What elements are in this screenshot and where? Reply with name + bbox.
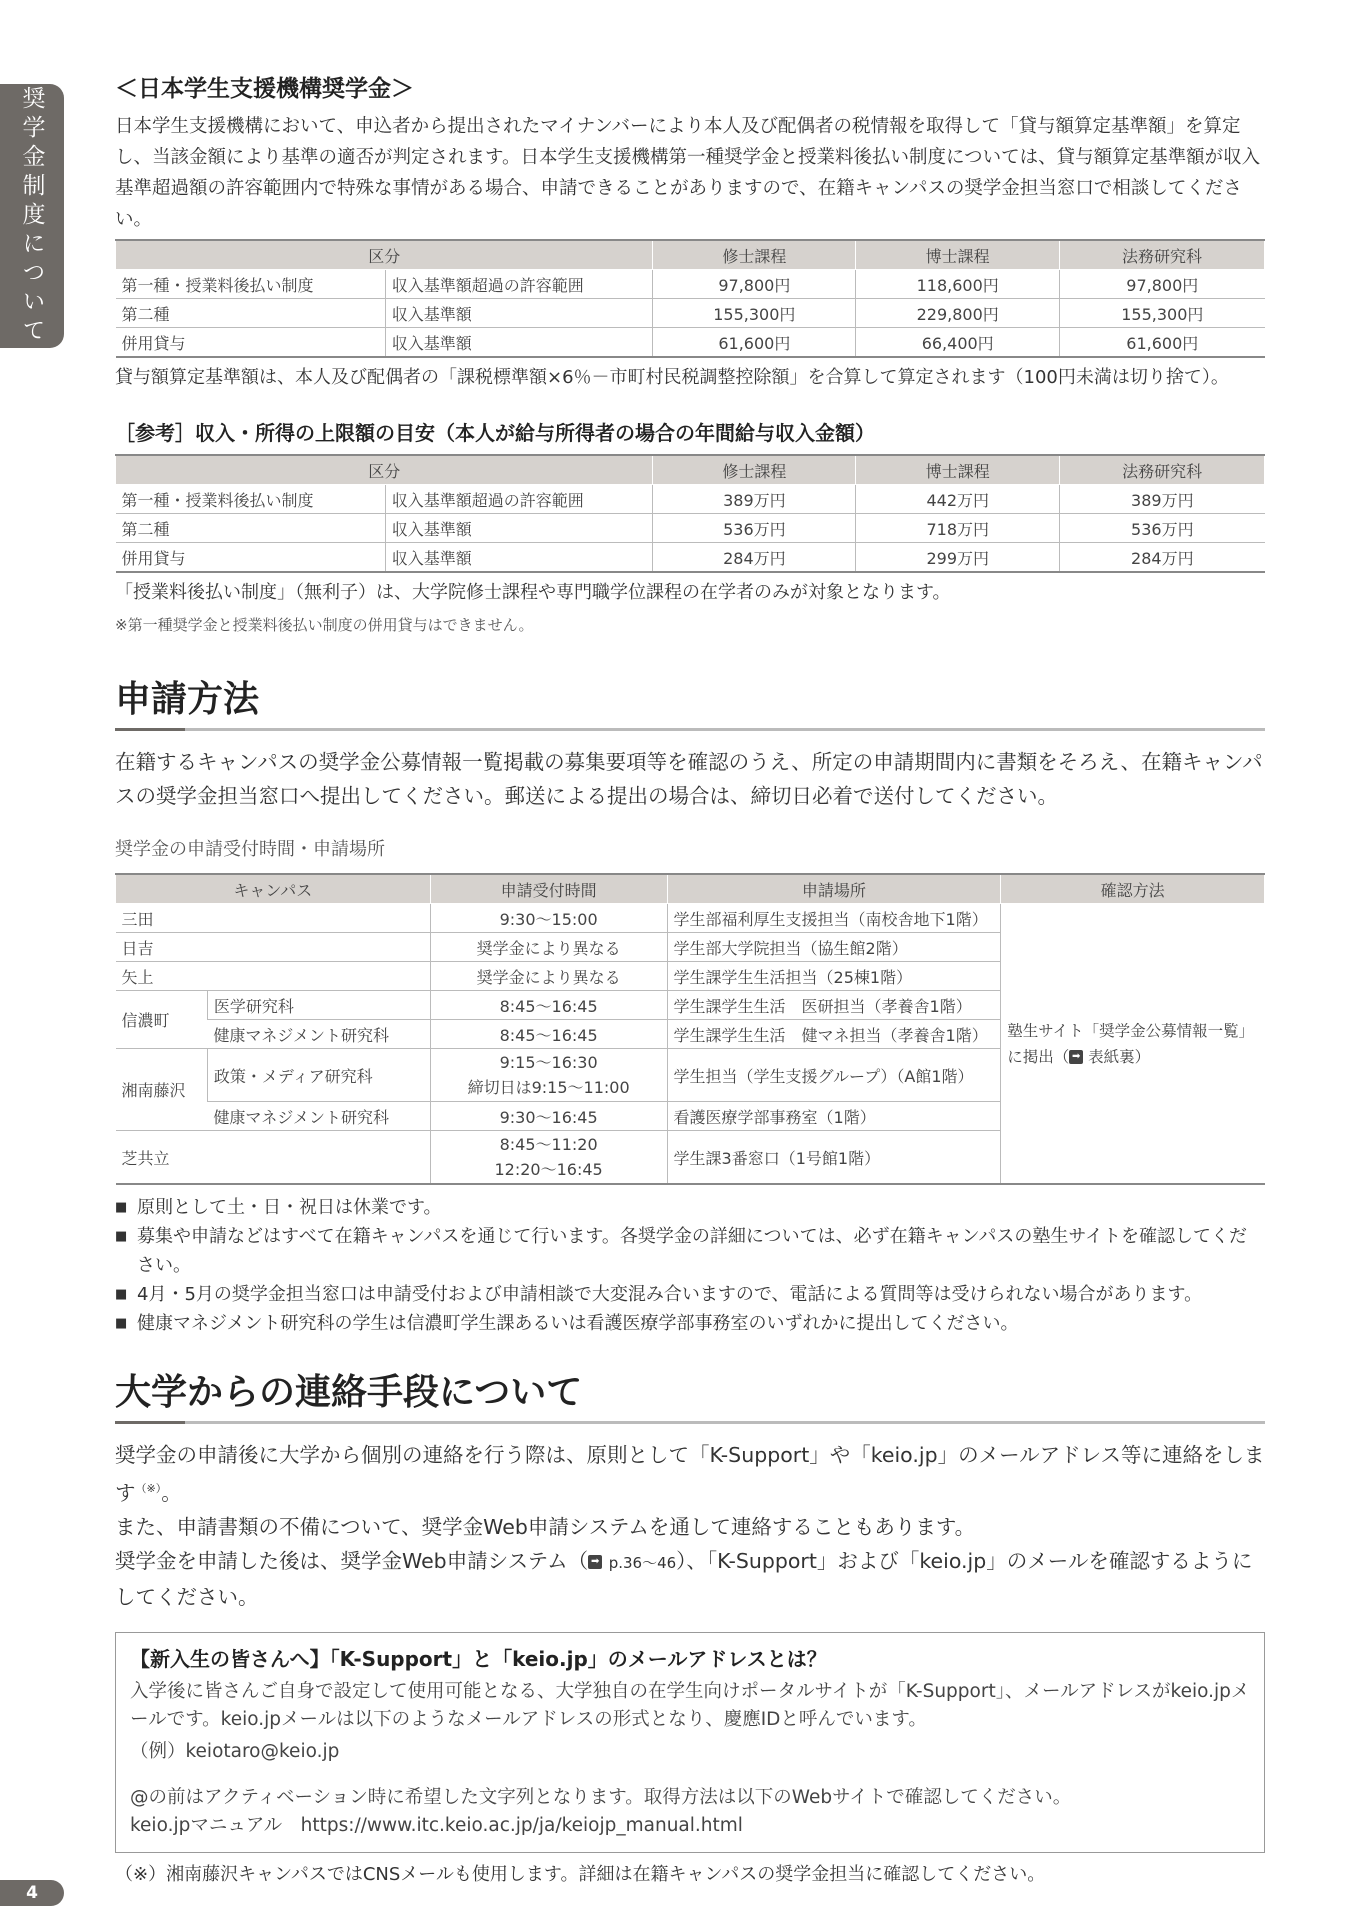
table-header: 区分 — [116, 455, 653, 485]
cell: 9:30〜15:00 — [430, 904, 667, 933]
cell: 442万円 — [856, 485, 1060, 514]
table-header: 申請受付時間 — [430, 874, 667, 904]
contact-p2: また、申請書類の不備について、奨学金Web申請システムを通して連絡することもあります。 — [115, 1514, 976, 1539]
cell: 第一種・授業料後払い制度 — [116, 270, 386, 299]
notice-list — [115, 1193, 1265, 1338]
table-header: 博士課程 — [856, 240, 1060, 270]
cell: 299万円 — [856, 543, 1060, 573]
cell: 学生部大学院担当（協生館2階） — [667, 933, 1001, 962]
cell: 健康マネジメント研究科 — [207, 1020, 430, 1049]
cell: 66,400円 — [856, 328, 1060, 358]
cell: 61,600円 — [653, 328, 856, 358]
cell: 収入基準額超過の許容範囲 — [385, 270, 653, 299]
cell: 学生部福利厚生支援担当（南校舎地下1階） — [667, 904, 1001, 933]
cell: 8:45〜16:45 — [430, 1020, 667, 1049]
cell: 229,800円 — [856, 299, 1060, 328]
cell: 学生課学生生活 医研担当（孝養舎1階） — [667, 991, 1001, 1020]
apply-heading: 申請方法 — [115, 671, 1265, 731]
cell: 日吉 — [116, 933, 431, 962]
cell: 第二種 — [116, 514, 386, 543]
table-row — [116, 328, 1265, 358]
cell: 9:30〜16:45 — [430, 1102, 667, 1131]
apply-text: 在籍するキャンパスの奨学金公募情報一覧掲載の募集要項等を確認のうえ、所定の申請期間内に書類をそろえ、在籍キャンパスの奨学金担当窓口へ提出してください。郵送による提出の場合は、締切日必着で送付してください。 — [115, 750, 1263, 808]
page-ref: p.36〜46 — [608, 1553, 677, 1572]
table-header: キャンパス — [116, 874, 431, 904]
table-header: 法務研究科 — [1060, 240, 1265, 270]
list-item: ■ 健康マネジメント研究科の学生は信濃町学生課あるいは看護医療学部事務室のいずれかに提出してください。 — [115, 1309, 1265, 1338]
table-row — [116, 904, 1265, 933]
table-header: 区分 — [116, 240, 653, 270]
cell: 389万円 — [1060, 485, 1265, 514]
list-item: ■ 4月・5月の奨学金担当窓口は申請受付および申請相談で大変混み合いますので、電話による質問等は受けられない場合があります。 — [115, 1280, 1265, 1309]
cell: 政策・メディア研究科 — [207, 1049, 430, 1102]
application-place-table — [115, 873, 1265, 1185]
cell: 学生課3番窓口（1号館1階） — [667, 1131, 1001, 1185]
income-limit-table — [115, 454, 1265, 573]
cell: 芝共立 — [116, 1131, 431, 1185]
box-text: @の前はアクティベーション時に希望した文字列となります。取得方法は以下のWebサイトで確認してください。 — [130, 1786, 1072, 1808]
cell: 収入基準額 — [385, 328, 653, 358]
table-row — [116, 270, 1265, 299]
cell: 284万円 — [653, 543, 856, 573]
cell: 8:45〜16:45 — [430, 991, 667, 1020]
income-standard-table — [115, 239, 1265, 358]
cell: 学生課学生生活 健マネ担当（孝養舎1階） — [667, 1020, 1001, 1049]
confirm-line2a: に掲出（ — [1007, 1047, 1070, 1066]
table-header: 博士課程 — [856, 455, 1060, 485]
list-item: ■ 原則として土・日・祝日は休業です。 — [115, 1193, 1265, 1222]
cell: 第二種 — [116, 299, 386, 328]
cell: 536万円 — [653, 514, 856, 543]
freshman-info-box — [115, 1632, 1265, 1853]
cell: 学生課学生生活担当（25棟1階） — [667, 962, 1001, 991]
confirm-line1: 塾生サイト「奨学金公募情報一覧」 — [1007, 1021, 1255, 1040]
cell: 学生担当（学生支援グループ）（A館1階） — [667, 1049, 1001, 1102]
box-example: （例）keiotaro@keio.jp — [130, 1740, 340, 1762]
cell: 155,300円 — [1060, 299, 1265, 328]
cell: 奨学金により異なる — [430, 933, 667, 962]
cell: 収入基準額 — [385, 299, 653, 328]
box-text: 入学後に皆さんご自身で設定して使用可能となる、大学独自の在学生向けポータルサイトが「K-Support」、メールアドレスがkeio.jpメールです。keio.jpメールは以下のようなメールアドレスの形式となり、慶應IDと呼んでいます。 — [130, 1680, 1250, 1730]
small-note: ※第一種奨学金と授業料後払い制度の併用貸与はできません。 — [115, 616, 534, 634]
arrow-right-icon: ➡ — [1069, 1050, 1083, 1064]
apply-table-caption: 奨学金の申請受付時間・申請場所 — [115, 839, 385, 860]
reference-heading: ［参考］収入・所得の上限額の目安（本人が給与所得者の場合の年間給与収入金額） — [115, 421, 875, 445]
confirm-method-cell — [1001, 904, 1265, 1185]
jasso-intro: 日本学生支援機構において、申込者から提出されたマイナンバーにより本人及び配偶者の税情報を取得して「貸与額算定基準額」を算定し、当該金額により基準の適否が判定されます。日本学生支援機構第一種奨学金と授業料後払い制度については、貸与額算定基準額が収入基準超過額の許容範囲内で特殊な事情がある場合、申請できることがありますので、在籍キャンパスの奨学金担当窓口で相談してください。 — [115, 116, 1261, 230]
box-title: 【新入生の皆さんへ】「K-Support」と「keio.jp」のメールアドレスとは？ — [130, 1646, 827, 1671]
table-header: 修士課程 — [653, 240, 856, 270]
contact-p3: 奨学金を申請した後は、奨学金Web申請システム（ ➡ p.36〜46）、「K-Support」および「keio.jp」のメールを確認するようにしてください。 — [115, 1548, 1253, 1609]
table-header: 法務研究科 — [1060, 455, 1265, 485]
table-row — [116, 514, 1265, 543]
cell: 看護医療学部事務室（1階） — [667, 1102, 1001, 1131]
cell: 389万円 — [653, 485, 856, 514]
cell: 97,800円 — [1060, 270, 1265, 299]
cell: 医学研究科 — [207, 991, 430, 1020]
cell: 収入基準額超過の許容範囲 — [385, 485, 653, 514]
cell: 61,600円 — [1060, 328, 1265, 358]
time-line: 8:45〜11:20 — [499, 1135, 598, 1154]
time-line: 9:15〜16:30 — [499, 1053, 598, 1072]
cell: 三田 — [116, 904, 431, 933]
footnote: （※）湘南藤沢キャンパスではCNSメールも使用します。詳細は在籍キャンパスの奨学金担当に確認してください。 — [115, 1863, 1046, 1885]
cell: 併用貸与 — [116, 328, 386, 358]
cell: 536万円 — [1060, 514, 1265, 543]
cell: 284万円 — [1060, 543, 1265, 573]
list-item: ■ 募集や申請などはすべて在籍キャンパスを通じて行います。各奨学金の詳細については、必ず在籍キャンパスの塾生サイトを確認してください。 — [115, 1222, 1265, 1280]
cell: 155,300円 — [653, 299, 856, 328]
cell: 718万円 — [856, 514, 1060, 543]
cell: 矢上 — [116, 962, 431, 991]
cell: 信濃町 — [116, 991, 208, 1049]
table-header: 申請場所 — [667, 874, 1001, 904]
cell: 健康マネジメント研究科 — [207, 1102, 430, 1131]
cell: 118,600円 — [856, 270, 1060, 299]
time-line: 12:20〜16:45 — [494, 1160, 603, 1179]
arrow-right-icon: ➡ — [588, 1555, 602, 1569]
cell: 97,800円 — [653, 270, 856, 299]
cell: 収入基準額 — [385, 514, 653, 543]
table-row — [116, 299, 1265, 328]
cell — [430, 1131, 667, 1185]
contact-p1: 奨学金の申請後に大学から個別の連絡を行う際は、原則として「K-Support」や「keio.jp」のメールアドレス等に連絡をします（※）。 — [115, 1443, 1265, 1505]
cell: 奨学金により異なる — [430, 962, 667, 991]
page-number: 4 — [0, 1880, 64, 1906]
side-tab: 奨学金制度について — [0, 84, 64, 348]
time-line: 締切日は9:15〜11:00 — [467, 1078, 630, 1097]
cell — [430, 1049, 667, 1102]
table-header: 修士課程 — [653, 455, 856, 485]
table-header: 確認方法 — [1001, 874, 1265, 904]
cell: 収入基準額 — [385, 543, 653, 573]
confirm-line2b: 表紙裏） — [1088, 1047, 1151, 1066]
manual-link[interactable]: keio.jpマニュアル https://www.itc.keio.ac.jp/ja/keiojp_manual.html — [130, 1814, 743, 1836]
page-content — [115, 70, 1265, 1890]
cell: 併用貸与 — [116, 543, 386, 573]
table1-note: 貸与額算定基準額は、本人及び配偶者の「課税標準額×6％－市町村民税調整控除額」を合算して算定されます（100円未満は切り捨て）。 — [115, 367, 1229, 388]
contact-heading: 大学からの連絡手段について — [115, 1364, 1265, 1424]
table2-note: 「授業料後払い制度」（無利子）は、大学院修士課程や専門職学位課程の在学者のみが対象となります。 — [115, 582, 951, 603]
jasso-heading: ＜日本学生支援機構奨学金＞ — [115, 76, 414, 102]
cell: 湘南藤沢 — [116, 1049, 208, 1131]
table-row — [116, 485, 1265, 514]
cell: 第一種・授業料後払い制度 — [116, 485, 386, 514]
table-row — [116, 543, 1265, 573]
